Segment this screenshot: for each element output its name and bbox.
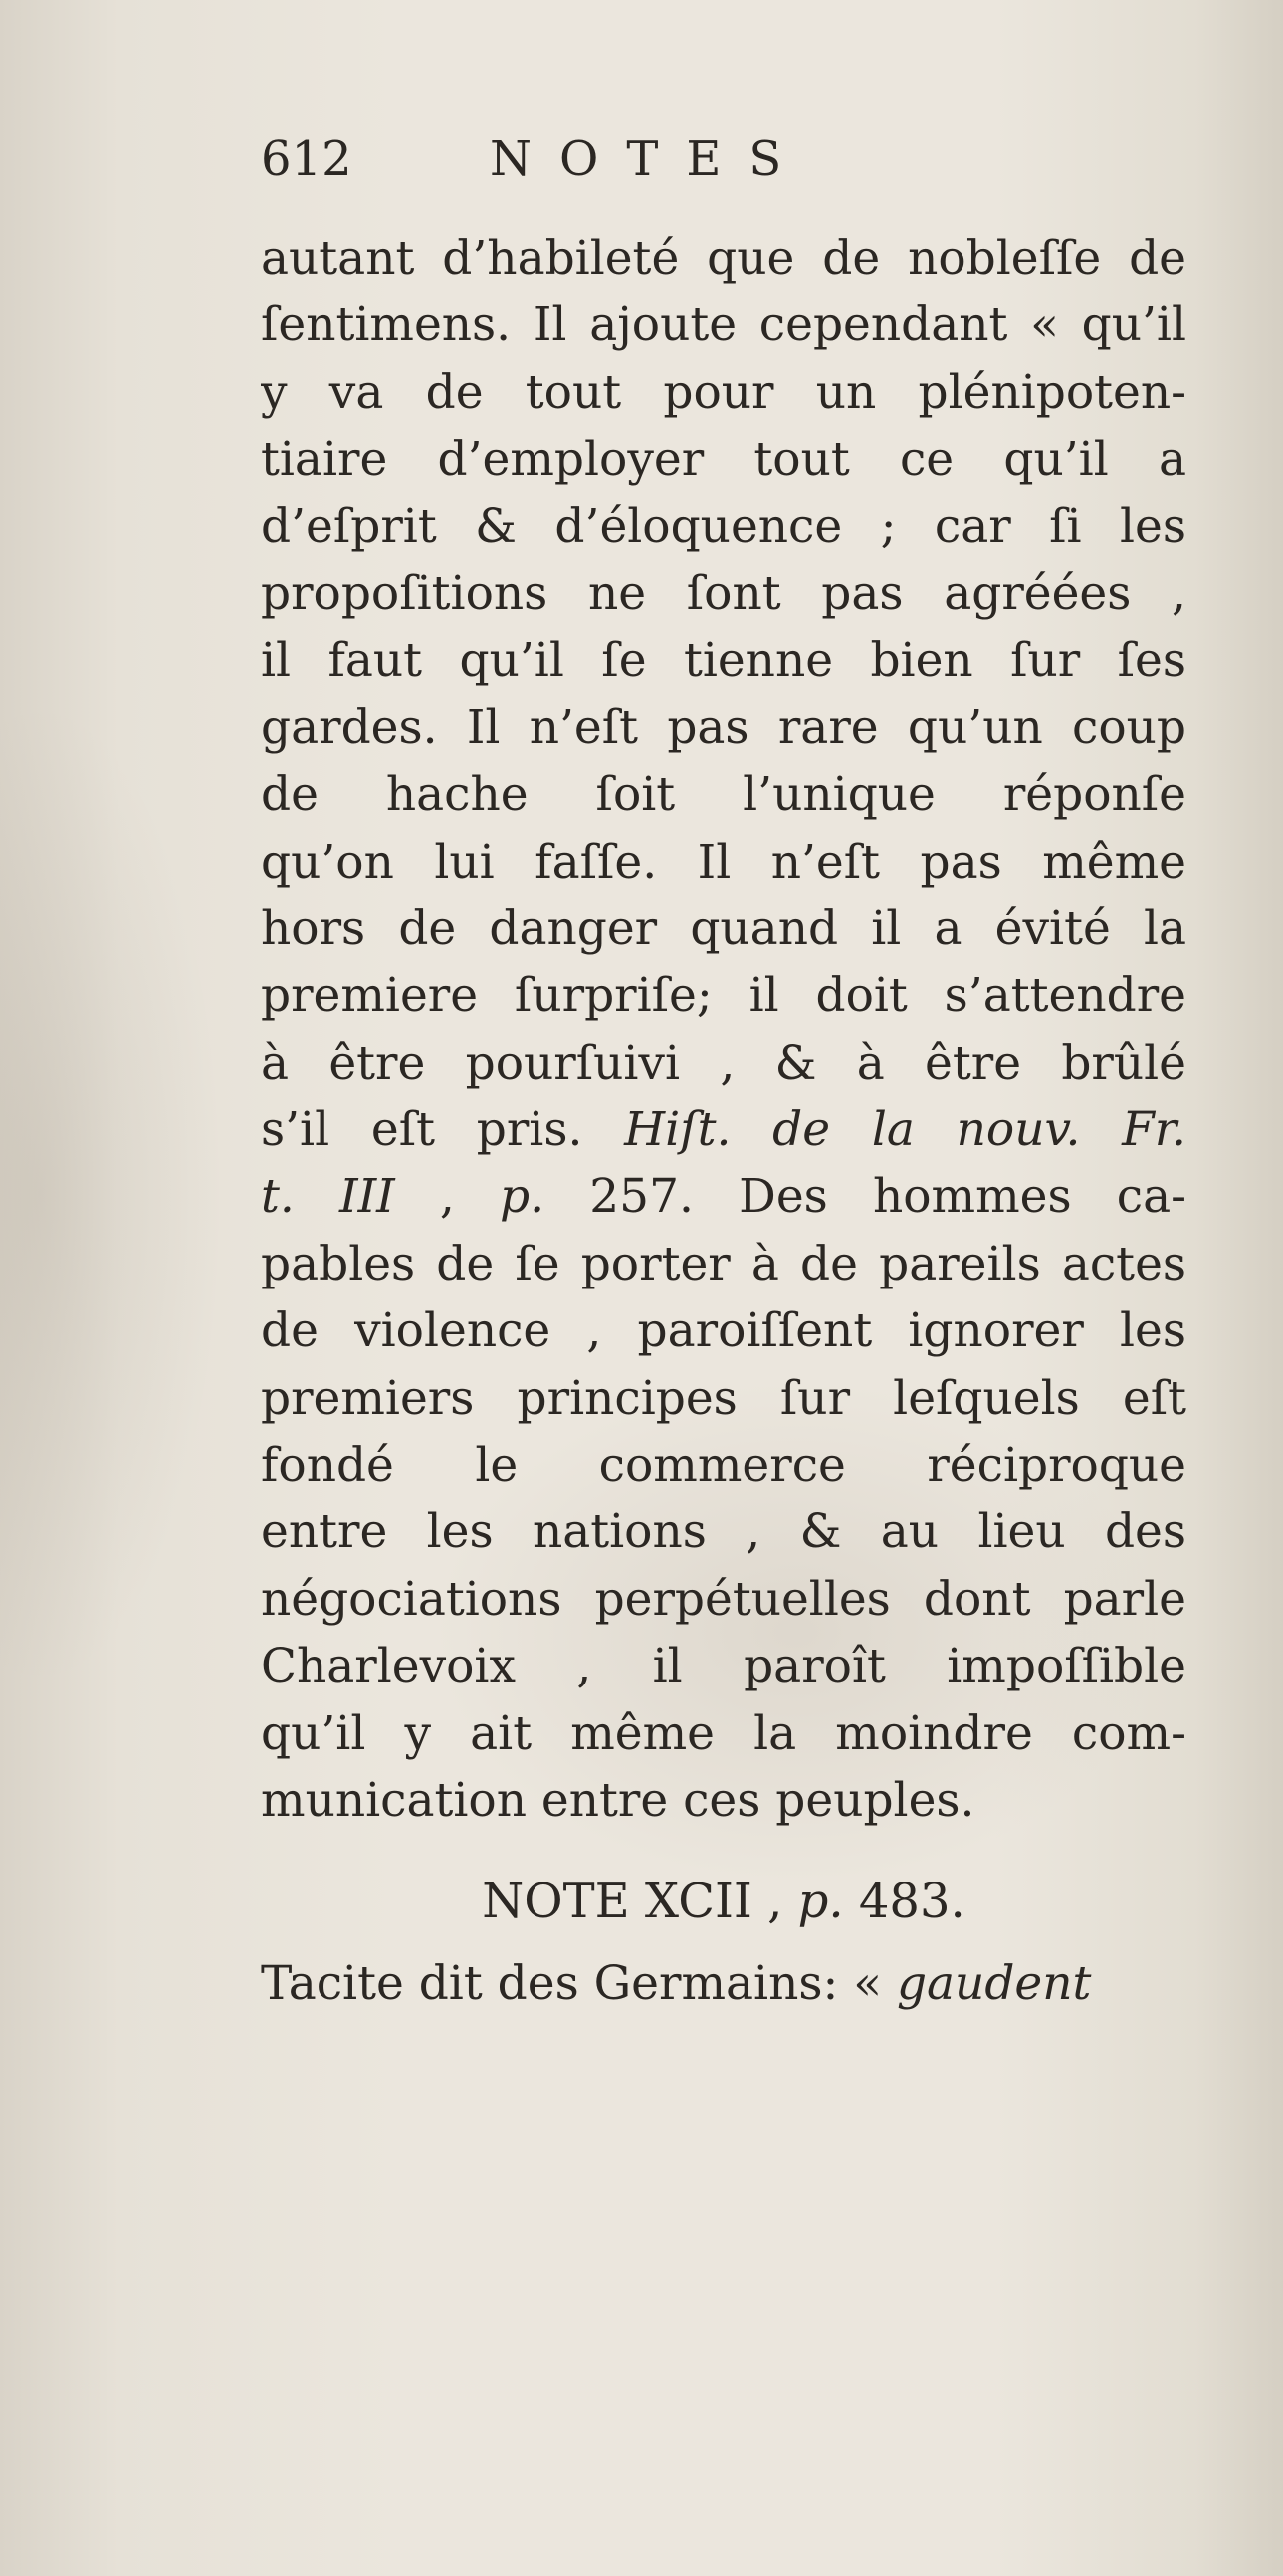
text-line: y va de tout pour un plénipoten- <box>261 364 1186 420</box>
text-line: de hache ſoit l’unique réponſe <box>261 767 1186 823</box>
text-line: il faut qu’il ſe tienne bien ſur ſes <box>261 633 1186 689</box>
note-heading-page: 483. <box>858 1874 965 1930</box>
text-line-with-citation: t. III , p. 257. Des hommes ca- <box>261 1169 1186 1225</box>
text-line: munication entre ces peuples. <box>261 1772 975 1828</box>
text-line: entre les nations , & au lieu des <box>261 1504 1186 1560</box>
text-line: hors de danger quand il a évité la <box>261 900 1186 956</box>
text-line: d’eſprit & d’éloquence ; car ſi les <box>261 498 1186 554</box>
text-line-with-citation <box>261 1096 1186 1163</box>
text-line: autant d’habileté que de nobleſſe de <box>261 231 1186 286</box>
text-fragment: Des hommes ca- <box>739 1169 1186 1225</box>
text-line: pables de ſe porter à de pareils actes <box>261 1236 1186 1291</box>
text-line: qu’on lui faſſe. Il n’eſt pas même <box>261 834 1186 890</box>
text-line: négociations perpétuelles dont parle <box>261 1571 1186 1627</box>
note-paragraph <box>261 225 1186 1834</box>
next-note-first-line <box>261 1949 1186 2019</box>
note-heading-page-abbr: p. <box>797 1874 844 1930</box>
text-line: gardes. Il n’eſt pas rare qu’un coup <box>261 699 1186 755</box>
running-title: NOTES <box>490 131 810 187</box>
text-line: de violence , paroiſſent ignorer les <box>261 1303 1186 1359</box>
citation-volume: t. III <box>261 1169 395 1225</box>
citation-page-abbr: p. <box>500 1169 545 1225</box>
text-line: premiere ſurpriſe; il doit s’attendre <box>261 968 1186 1024</box>
text-line: qu’il y ait même la moindre com- <box>261 1705 1186 1761</box>
citation-page: 257. <box>589 1169 694 1225</box>
text-fragment: s’il eſt pris. <box>261 1102 583 1158</box>
text-line: à être pourſuivi , & à être brûlé <box>261 1035 1186 1090</box>
page-text <box>261 129 1186 2019</box>
text-line: tiaire d’employer tout ce qu’il a <box>261 432 1186 488</box>
latin-quote-start: gaudent <box>896 1956 1092 2012</box>
text-line: premiers principes ſur leſquels eſt <box>261 1370 1186 1426</box>
note-heading-label: NOTE XCII , <box>482 1874 783 1930</box>
running-head <box>261 129 1186 225</box>
page-number: 612 <box>261 131 352 187</box>
text-fragment: Tacite dit des Germains: « <box>261 1956 882 2012</box>
note-heading <box>261 1860 1186 1943</box>
text-line: Charlevoix , il paroît impoſſible <box>261 1639 1186 1694</box>
text-line: fondé le commerce réciproque <box>261 1438 1186 1493</box>
text-line: propoſitions ne ſont pas agréées , <box>261 565 1186 621</box>
citation-work: Hiſt. de la nouv. Fr. <box>624 1102 1186 1158</box>
text-line: ſentimens. Il ajoute cependant « qu’il <box>261 297 1186 353</box>
